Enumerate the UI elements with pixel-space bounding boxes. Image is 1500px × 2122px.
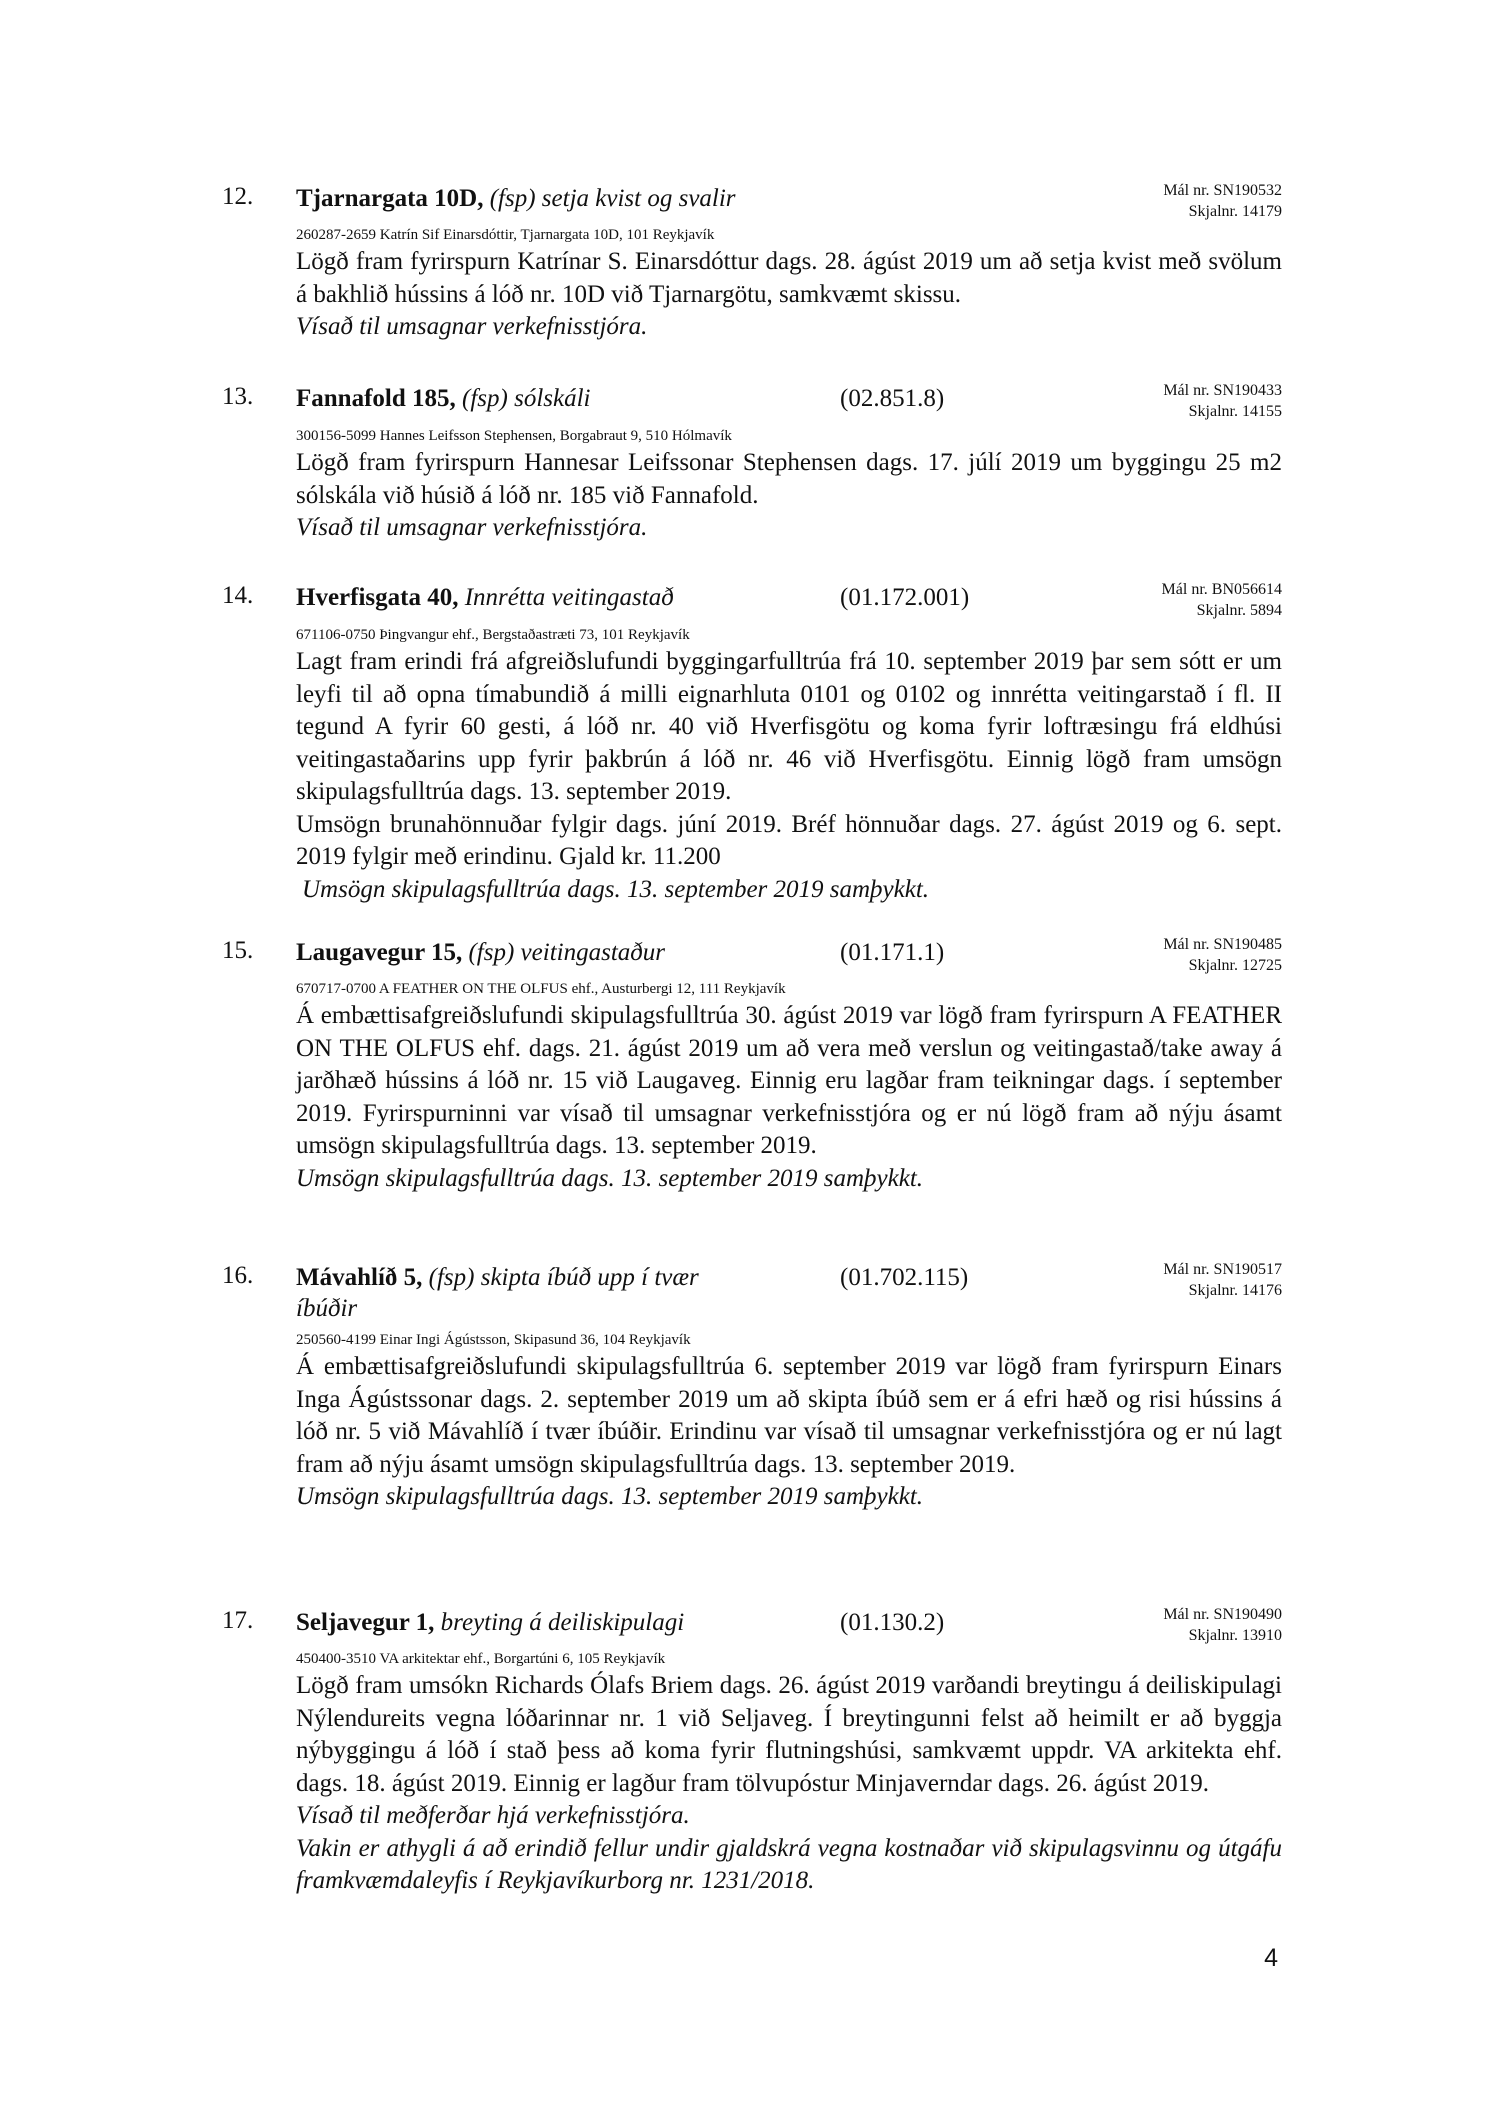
- entry-conclusion: Vísað til umsagnar verkefnisstjóra.: [296, 313, 648, 340]
- entry-description: Á embættisafgreiðslufundi skipulagsfulltrúa 6. september 2019 var lögð fram fyrirspurn Einars Inga Ágústssonar dags. 2. september 2019 um að skipta íbúð sem er á efri hæð og risi hússins á lóð nr. 5 við Mávahlíð í tvær íbúðir. Erindinu var vísað til umsagnar verkefnisstjóra og er nú lagt fram að nýju ásamt umsögn skipulagsfulltrúa dags. 13. september 2019.: [296, 1353, 1282, 1478]
- applicant: 671106-0750 Þingvangur ehf., Bergstaðastræti 73, 101 Reykjavík: [296, 627, 690, 643]
- entry-number: 15.: [222, 937, 254, 964]
- entry-description: Lagt fram erindi frá afgreiðslufundi byggingarfulltrúa frá 10. september 2019 þar sem sótt er um leyfi til að opna tímabundið á milli eignarhluta 0101 og 0102 og innrétta veitingarstað í fl. II tegund A fyrir 60 gesti, á lóð nr. 40 við Hverfisgötu og koma fyrir loftræsingu frá eldhúsi veitingastaðarins upp fyrir þakbrún á lóð nr. 46 við Hverfisgötu. Einnig lögð fram umsögn skipulagsfulltrúa dags. 13. september 2019.: [296, 648, 1282, 805]
- entry-number: 14.: [222, 582, 254, 609]
- entry-subject: (fsp) veitingastaður: [468, 939, 665, 966]
- entry-address: Fannafold 185,: [296, 385, 456, 412]
- entry-conclusion: Vísað til umsagnar verkefnisstjóra.: [296, 514, 648, 541]
- land-number: (02.851.8): [840, 385, 945, 412]
- entry-number: 17.: [222, 1607, 254, 1634]
- case-reference: [1163, 180, 1282, 222]
- entry-body: [296, 1351, 1282, 1514]
- entry-description: Lögð fram fyrirspurn Katrínar S. Einarsdóttur dags. 28. ágúst 2019 um að setja kvist með svölum á bakhlið hússins á lóð nr. 10D við Tjarnargötu, samkvæmt skissu.: [296, 248, 1282, 308]
- applicant: 300156-5099 Hannes Leifsson Stephensen, Borgabraut 9, 510 Hólmavík: [296, 428, 732, 444]
- entry-address: Mávahlíð 5,: [296, 1264, 423, 1291]
- case-reference: [1163, 1259, 1282, 1301]
- case-number: Mál nr. SN190485: [1163, 936, 1282, 953]
- document-number: Skjalnr. 14179: [1188, 203, 1282, 220]
- entry-body: [296, 1000, 1282, 1195]
- applicant: 670717-0700 A FEATHER ON THE OLFUS ehf., Austurbergi 12, 111 Reykjavík: [296, 981, 786, 997]
- entry-heading: [296, 937, 836, 968]
- entry-body: [296, 646, 1282, 906]
- entry-subject: Innrétta veitingastað: [464, 584, 674, 611]
- entry-body: [296, 447, 1282, 545]
- case-number: Mál nr. SN190517: [1163, 1261, 1282, 1278]
- case-number: Mál nr. SN190532: [1163, 182, 1282, 199]
- entry-address: Laugavegur 15,: [296, 939, 463, 966]
- entry-conclusion: Umsögn skipulagsfulltrúa dags. 13. september 2019 samþykkt.: [302, 875, 930, 903]
- entry-description: Lögð fram fyrirspurn Hannesar Leifssonar Stephensen dags. 17. júlí 2019 um byggingu 25 m2 sólskála við húsið á lóð nr. 185 við Fannafold.: [296, 449, 1282, 509]
- entry-heading: [296, 383, 836, 414]
- applicant: 250560-4199 Einar Ingi Ágústsson, Skipasund 36, 104 Reykjavík: [296, 1332, 691, 1348]
- entry-address: Seljavegur 1,: [296, 1609, 435, 1636]
- document-number: Skjalnr. 14155: [1188, 403, 1282, 420]
- entry-number: 12.: [222, 183, 254, 210]
- applicant: 450400-3510 VA arkitektar ehf., Borgartúni 6, 105 Reykjavík: [296, 1651, 666, 1667]
- entry-subject: breyting á deiliskipulagi: [440, 1609, 685, 1636]
- entry-body: [296, 246, 1282, 344]
- case-number: Mál nr. BN056614: [1161, 581, 1282, 598]
- document-number: Skjalnr. 12725: [1188, 957, 1282, 974]
- case-reference: [1163, 934, 1282, 976]
- case-number: Mál nr. SN190433: [1163, 382, 1282, 399]
- entry-heading: [296, 582, 836, 613]
- entry-conclusion: Umsögn skipulagsfulltrúa dags. 13. september 2019 samþykkt.: [296, 1164, 924, 1192]
- entry-address: Tjarnargata 10D,: [296, 185, 484, 212]
- case-reference: [1163, 380, 1282, 422]
- case-reference: [1163, 1604, 1282, 1646]
- entry-body: [296, 1670, 1282, 1898]
- land-number: (01.171.1): [840, 939, 945, 966]
- entry-description-continued: Umsögn brunahönnuðar fylgir dags. júní 2019. Bréf hönnuðar dags. 27. ágúst 2019 og 6. sept. 2019 fylgir með erindinu. Gjald kr. 11.200: [296, 810, 1282, 870]
- document-number: Skjalnr. 13910: [1188, 1627, 1282, 1644]
- document-number: Skjalnr. 14176: [1188, 1282, 1282, 1299]
- entry-notice: Vakin er athygli á að erindið fellur undir gjaldskrá vegna kostnaðar við skipulagsvinnu og útgáfu framkvæmdaleyfis í Reykjavíkurborg nr. 1231/2018.: [296, 1834, 1282, 1894]
- entry-subject: (fsp) setja kvist og svalir: [489, 185, 736, 212]
- land-number: (01.702.115): [840, 1264, 969, 1291]
- entry-number: 13.: [222, 383, 254, 410]
- entry-address: Hverfisgata 40,: [296, 584, 459, 611]
- entry-heading: [296, 1607, 836, 1638]
- document-number: Skjalnr. 5894: [1196, 602, 1282, 619]
- entry-description: Lögð fram umsókn Richards Ólafs Briem dags. 26. ágúst 2019 varðandi breytingu á deiliskipulagi Nýlendureits vegna lóðarinnar nr. 1 við Seljaveg. Í breytingunni felst að heimilt er að byggja nýbyggingu á lóð í stað þess að koma fyrir flutningshúsi, samkvæmt uppdr. VA arkitekta ehf. dags. 18. ágúst 2019. Einnig er lagður fram tölvupóstur Minjaverndar dags. 26. ágúst 2019.: [296, 1672, 1282, 1797]
- entry-heading: [296, 183, 836, 214]
- case-reference: [1162, 579, 1282, 621]
- entry-heading: [296, 1262, 766, 1324]
- applicant: 260287-2659 Katrín Sif Einarsdóttir, Tjarnargata 10D, 101 Reykjavík: [296, 227, 715, 243]
- land-number: (01.130.2): [840, 1609, 945, 1636]
- page-number: 4: [1264, 1944, 1278, 1972]
- entry-number: 16.: [222, 1262, 254, 1289]
- entry-conclusion: Umsögn skipulagsfulltrúa dags. 13. september 2019 samþykkt.: [296, 1483, 924, 1510]
- land-number: (01.172.001): [840, 584, 970, 611]
- entry-subject: (fsp) sólskáli: [462, 385, 591, 412]
- case-number: Mál nr. SN190490: [1163, 1606, 1282, 1623]
- entry-conclusion: Vísað til meðferðar hjá verkefnisstjóra.: [296, 1802, 690, 1829]
- entry-description: Á embættisafgreiðslufundi skipulagsfulltrúa 30. ágúst 2019 var lögð fram fyrirspurn A FEATHER ON THE OLFUS ehf. dags. 21. ágúst 2019 um að vera með verslun og veitingastað/take away á jarðhæð hússins á lóð nr. 15 við Laugaveg. Einnig eru lagðar fram teikningar dags. í september 2019. Fyrirspurninni var vísað til umsagnar verkefnisstjóra og er nú lögð fram að nýju ásamt umsögn skipulagsfulltrúa dags. 13. september 2019.: [296, 1002, 1282, 1159]
- entry-subject: (fsp) skipta íbúð upp í tvær íbúðir: [296, 1264, 699, 1322]
